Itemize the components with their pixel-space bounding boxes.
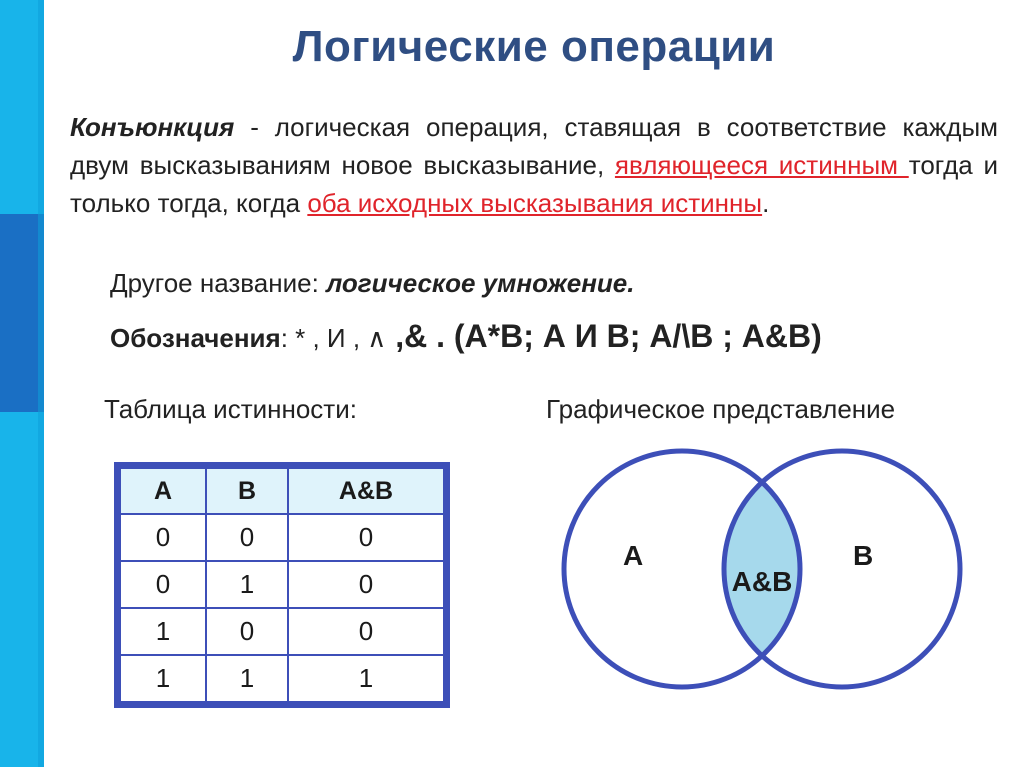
definition-paragraph (70, 108, 998, 222)
definition-highlight-1: являющееся истинным (614, 150, 909, 180)
definition-text-1: - логическая операция, ставящая в соответствие каждым двум высказываниям новое высказывание, (70, 112, 998, 180)
header-cell-a: А (120, 468, 206, 514)
definition-term: Конъюнкция (70, 112, 235, 142)
table-row (120, 608, 444, 655)
table-row (120, 514, 444, 561)
left-accent-bar (0, 0, 44, 767)
table-cell: 1 (120, 655, 206, 702)
venn-label-a: А (623, 540, 644, 571)
definition-text-3: . (762, 188, 770, 218)
table-cell: 0 (120, 514, 206, 561)
table-cell: 0 (120, 561, 206, 608)
notation-examples: ,& . (А*В; А И В; А/\В ; А&В) (386, 318, 822, 354)
table-cell: 1 (120, 608, 206, 655)
and-symbol: ∧ (367, 323, 387, 353)
notation-label: Обозначения (110, 323, 281, 353)
header-cell-a-and-b: А&В (288, 468, 444, 514)
other-name-line (110, 268, 634, 299)
table-cell: 0 (206, 608, 288, 655)
header-cell-b: В (206, 468, 288, 514)
venn-diagram (555, 445, 975, 705)
table-cell: 1 (288, 655, 444, 702)
notation-simple: : * , И , (280, 323, 368, 353)
slide-title: Логические операции (292, 22, 776, 71)
venn-label-intersection: А&В (731, 566, 793, 597)
table-row (120, 655, 444, 702)
notation-line (110, 318, 822, 355)
truth-table-caption: Таблица истинности: (104, 394, 357, 424)
table-cell: 1 (206, 561, 288, 608)
truth-table (114, 462, 450, 708)
other-name-value: логическое умножение. (326, 268, 635, 298)
definition-text-2: тогда и только тогда, когда (70, 150, 998, 218)
venn-caption: Графическое представление (546, 394, 896, 424)
accent-bar-edge (38, 0, 44, 767)
table-cell: 1 (206, 655, 288, 702)
table-cell: 0 (288, 514, 444, 561)
table-row (120, 561, 444, 608)
table-cell: 0 (288, 561, 444, 608)
truth-table-header-row (120, 468, 444, 514)
definition-highlight-2: оба исходных высказывания истинны (307, 188, 763, 218)
table-cell: 0 (206, 514, 288, 561)
other-name-label: Другое название: (110, 268, 327, 298)
venn-label-b: В (853, 540, 874, 571)
table-cell: 0 (288, 608, 444, 655)
